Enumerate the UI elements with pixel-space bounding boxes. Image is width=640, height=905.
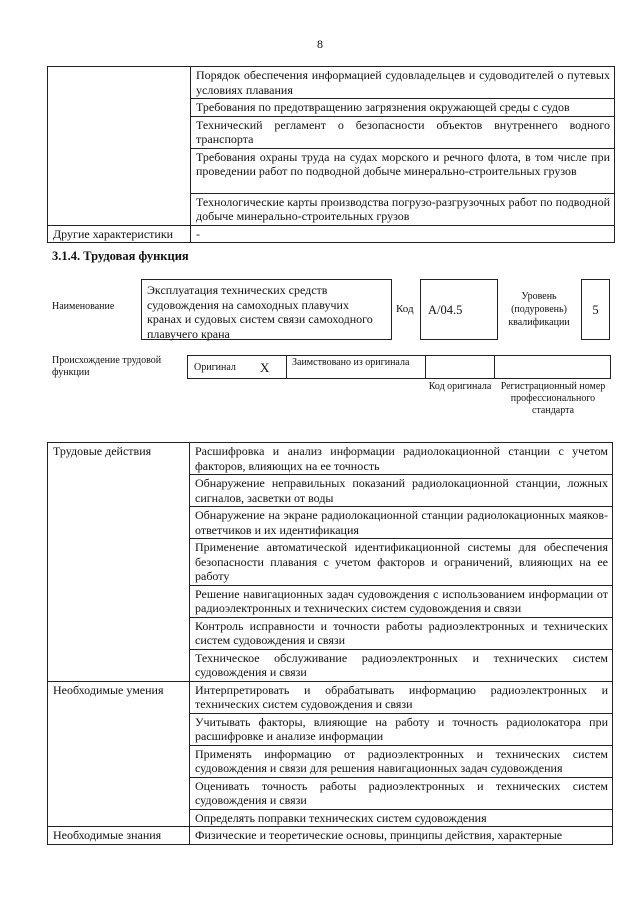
original-box xyxy=(187,355,287,379)
table-cell: Применять информацию от радиоэлектронных и технических систем судовождения и связи для решения навигационных задач судовождения xyxy=(190,745,613,777)
labor-function-table xyxy=(47,442,613,845)
table-cell: Порядок обеспечения информацией судовладельцев и судоводителей о путевых условиях плавания xyxy=(191,67,615,99)
table-cell: Технический регламент о безопасности объектов внутреннего водного транспорта xyxy=(191,116,615,148)
page-number: 8 xyxy=(317,37,323,51)
table-cell: - xyxy=(191,225,615,243)
empty-label-cell xyxy=(48,67,191,226)
top-characteristics-table xyxy=(47,66,615,243)
function-name-box: Эксплуатация технических средств судовождения на самоходных плавучих кранах и судовых систем связи самоходного плавучего крана xyxy=(141,279,392,340)
table-row xyxy=(48,443,613,475)
original-label: Оригинал xyxy=(194,362,236,373)
code-label: Код xyxy=(396,303,414,315)
section-title: 3.1.4. Трудовая функция xyxy=(52,249,189,263)
borrowed-label: Заимствовано из оригинала xyxy=(292,357,410,368)
row-label: Необходимые знания xyxy=(48,827,190,845)
table-cell: Физические и теоретические основы, принципы действия, характерные xyxy=(190,827,613,845)
table-cell: Определять поправки технических систем судовождения xyxy=(190,809,613,827)
row-label: Необходимые умения xyxy=(48,681,190,827)
table-cell: Техническое обслуживание радиоэлектронных и технических систем судовождения и связи xyxy=(190,649,613,681)
table-cell: Требования охраны труда на судах морского и речного флота, в том числе при проведении работ по подводной добыче минерально-строительных грузов xyxy=(191,148,615,193)
borrowed-box xyxy=(286,355,426,379)
table-row xyxy=(48,67,615,99)
table-row xyxy=(48,225,615,243)
table-cell: Обнаружение на экране радиолокационной станции радиолокационных маяков-ответчиков и их идентификация xyxy=(190,507,613,539)
code-value-box: А/04.5 xyxy=(420,279,498,340)
table-cell: Оценивать точность работы радиоэлектронных и технических систем судовождения и связи xyxy=(190,777,613,809)
original-code-box xyxy=(425,355,495,379)
table-cell: Учитывать факторы, влияющие на работу и точность радиолокатора при расшифровке и анализе информации xyxy=(190,713,613,745)
origin-label: Происхождение трудовой функции xyxy=(52,355,162,378)
table-cell: Обнаружение неправильных показаний радиолокационной станции, ложных сигналов, засветки от воды xyxy=(190,475,613,507)
table-cell: Интерпретировать и обрабатывать информацию радиоэлектронных и технических систем судовождения и связи xyxy=(190,681,613,713)
table-cell: Решение навигационных задач судовождения с использованием информации от радиоэлектронных и технических систем судовождения и связи xyxy=(190,585,613,617)
original-mark: X xyxy=(260,360,270,375)
row-label: Трудовые действия xyxy=(48,443,190,682)
name-label: Наименование xyxy=(52,301,115,312)
table-cell: Расшифровка и анализ информации радиолокационной станции с учетом факторов, влияющих на ее точность xyxy=(190,443,613,475)
reg-number-box xyxy=(494,355,611,379)
table-cell: Требования по предотвращению загрязнения окружающей среды с судов xyxy=(191,99,615,117)
table-cell: Применение автоматической идентификационной системы для обеспечения безопасности плавания с учетом факторов и ограничений, влияющих на ее работу xyxy=(190,539,613,586)
reg-caption: Регистрационный номер профессионального стандарта xyxy=(500,381,606,416)
level-value-box: 5 xyxy=(581,279,610,340)
table-cell: Контроль исправности и точности работы радиоэлектронных и технических систем судовождения и связи xyxy=(190,617,613,649)
table-row xyxy=(48,681,613,713)
row-label: Другие характеристики xyxy=(48,225,191,243)
level-label: Уровень (подуровень) квалификации xyxy=(508,291,570,328)
code-caption: Код оригинала xyxy=(428,381,492,392)
table-cell: Технологические карты производства погрузо-разгрузочных работ по подводной добыче минерально-строительных грузов xyxy=(191,193,615,225)
table-row xyxy=(48,827,613,845)
